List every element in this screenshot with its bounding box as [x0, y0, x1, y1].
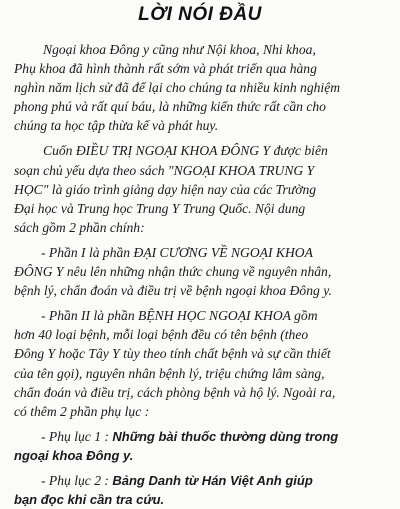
text-line: bệnh lý, chẩn đoán và điều trị về bệnh ngoại khoa Đông y. — [14, 283, 332, 299]
appendix-1-title-cont: ngoại khoa Đông y. — [14, 447, 134, 463]
appendix-2-title: Bảng Danh từ Hán Việt Anh giúp — [112, 472, 313, 488]
text-line: - Phần II là phần BỆNH HỌC NGOẠI KHOA gồm — [41, 308, 318, 324]
text-line — [14, 471, 390, 490]
text-line: Cuốn ĐIỀU TRỊ NGOẠI KHOA ĐÔNG Y được biên — [43, 143, 328, 159]
paragraph-appendix-1 — [14, 427, 390, 465]
text-line: chẩn đoán và điều trị, cách phòng bệnh và hộ lý. Ngoài ra, — [14, 384, 336, 400]
text-line: soạn chủ yếu dựa theo sách "NGOẠI KHOA TRUNG Y — [14, 162, 315, 178]
text-line: Ngoại khoa Đông y cũng như Nội khoa, Nhi khoa, — [43, 42, 316, 57]
text-line: chúng ta học tập thừa kế và phát huy. — [14, 118, 219, 134]
appendix-1-title: Những bài thuốc thường dùng trong — [112, 428, 339, 444]
text-line: Phụ khoa đã hình thành rất sớm và phát triển qua hàng — [14, 61, 317, 77]
appendix-2-cut-line: bạn đọc khi cần tra cứu. — [14, 492, 165, 508]
text-line: hơn 40 loại bệnh, mỗi loại bệnh đều có tên bệnh (theo — [14, 327, 309, 343]
text-line: có thêm 2 phần phụ lục : — [14, 403, 150, 419]
paragraph-part-1 — [14, 243, 390, 300]
text-line: nghìn năm lịch sử đã để lại cho chúng ta nhiều kinh nghiệm — [14, 80, 341, 96]
text-line: - Phần I là phần ĐẠI CƯƠNG VỀ NGOẠI KHOA — [41, 244, 313, 260]
appendix-2-prefix: - Phụ lục 2 : — [41, 472, 113, 488]
paragraph-intro — [14, 40, 390, 135]
text-line: sách gồm 2 phần chính: — [14, 219, 145, 235]
text-line: Đông Y hoặc Tây Y tùy theo tính chất bệnh và sự cần thiết — [14, 346, 331, 362]
text-line: ĐÔNG Y nêu lên những nhận thức chung về nguyên nhân, — [14, 264, 332, 280]
text-line: HỌC" là giáo trình giảng dạy hiện nay của các Trường — [14, 181, 317, 197]
text-line: Đại học và Trung học Trung Y Trung Quốc. Nội dung — [14, 200, 306, 216]
appendix-1-prefix: - Phụ lục 1 : — [41, 428, 113, 444]
document-body — [14, 40, 390, 508]
text-line: phong phú và rất quí báu, là những kiến thức rất cần cho — [14, 99, 326, 115]
text-line — [14, 427, 390, 446]
page-title: LỜI NÓI ĐẦU — [138, 4, 262, 25]
paragraph-book-description — [14, 141, 390, 236]
paragraph-part-2 — [14, 306, 390, 421]
paragraph-appendix-2 — [14, 471, 390, 508]
text-line: của tên gọi), nguyên nhân bệnh lý, triệu chứng lâm sàng, — [14, 365, 325, 381]
